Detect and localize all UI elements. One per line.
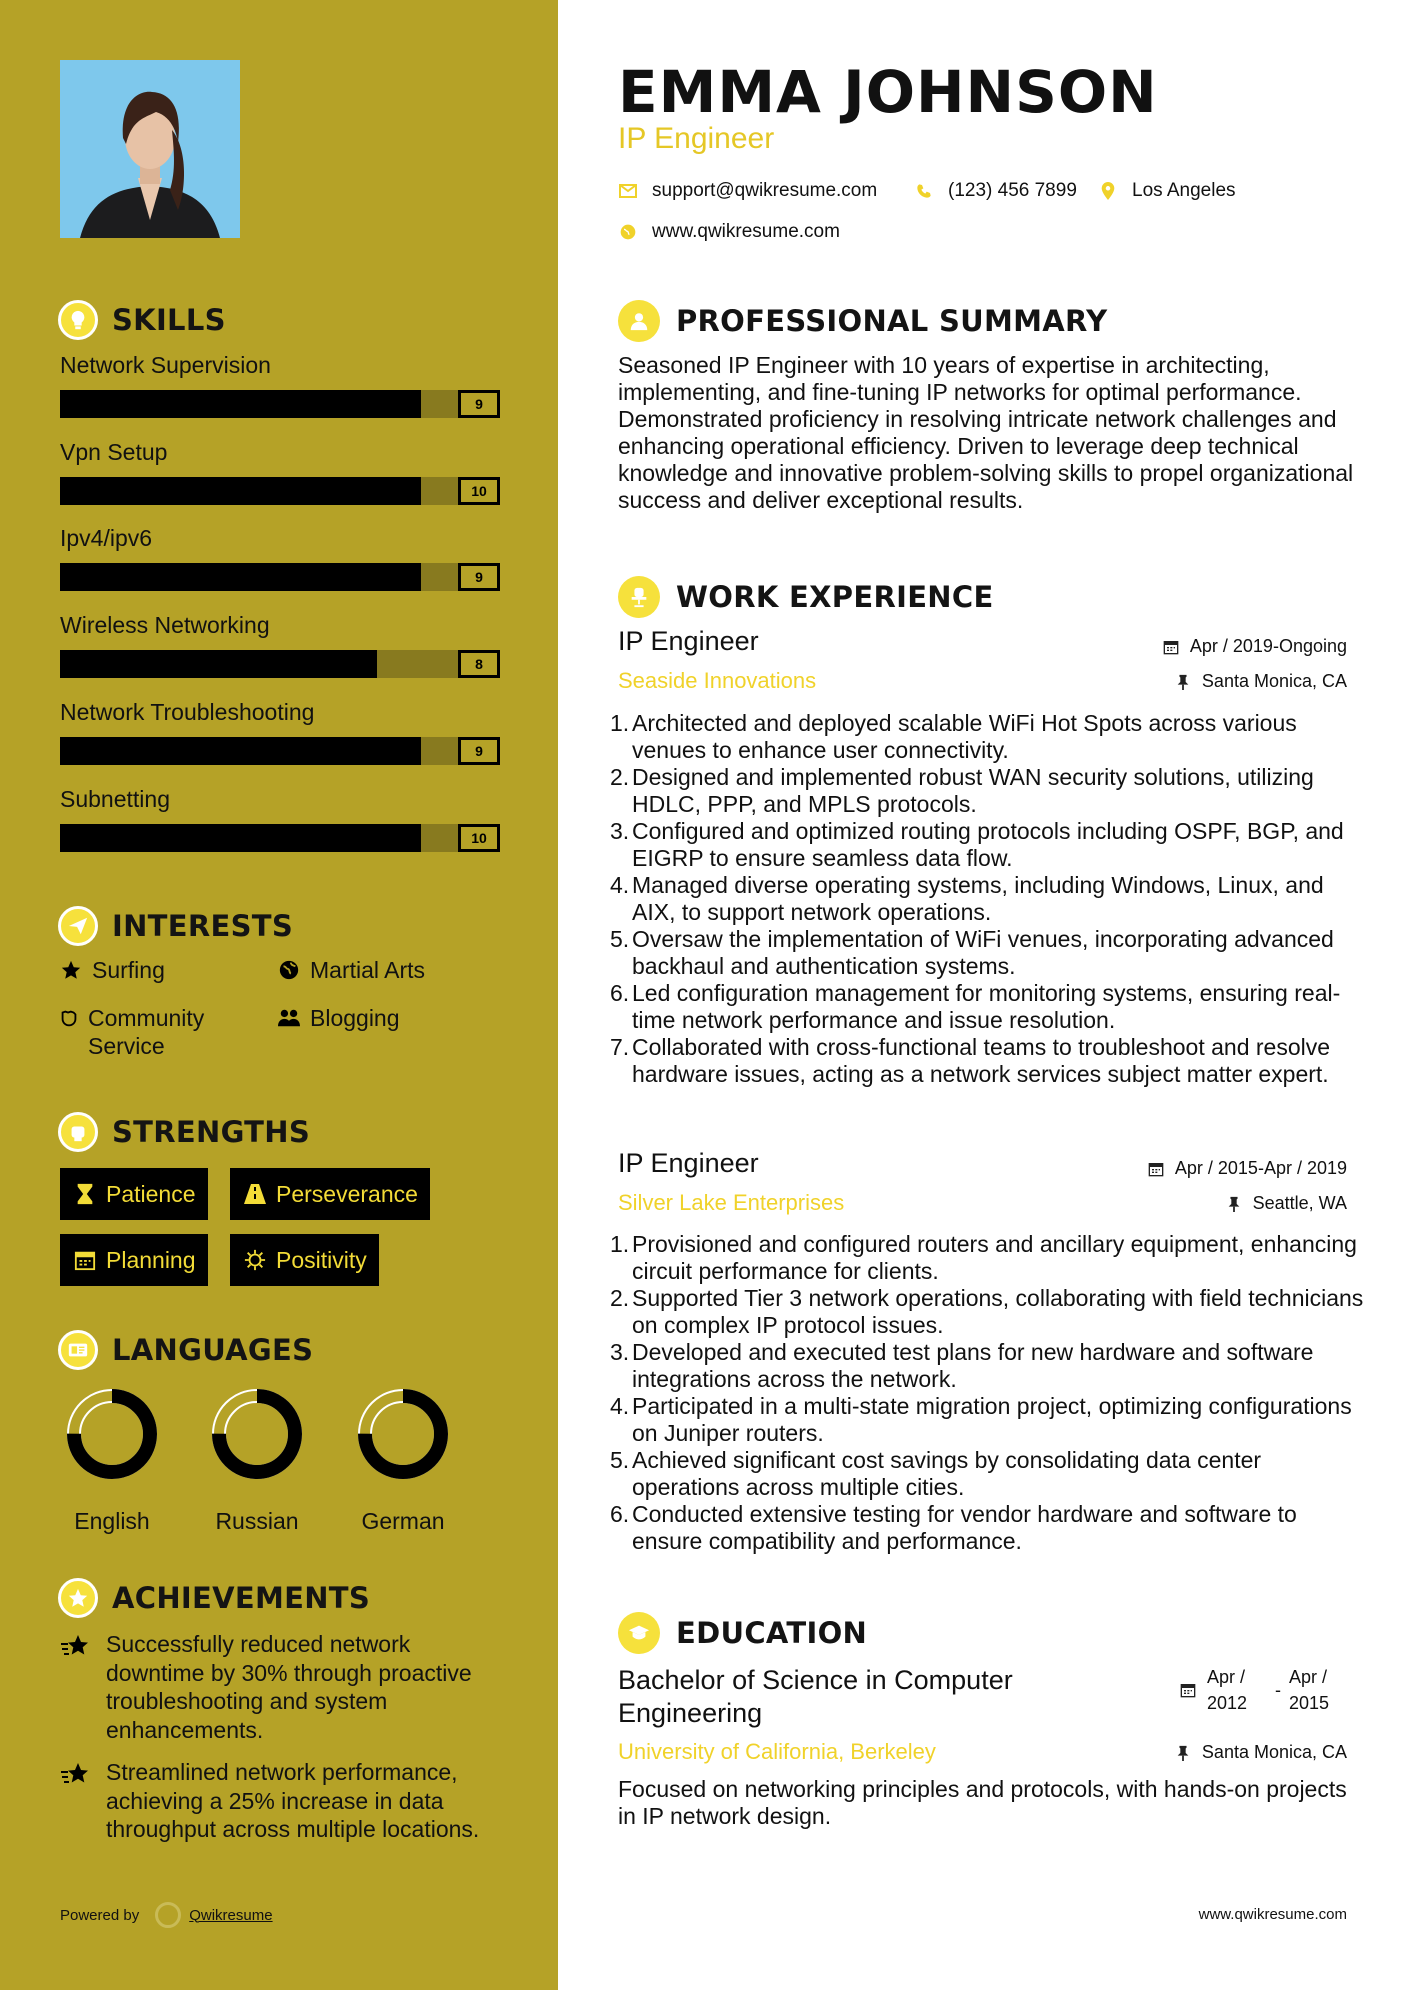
bullet-text: Managed diverse operating systems, including Windows, Linux, and AIX, to support network operations. bbox=[632, 872, 1324, 925]
job-dates bbox=[1147, 1158, 1347, 1179]
footer-website[interactable]: www.qwikresume.com bbox=[1198, 1906, 1347, 1923]
strength-badge bbox=[60, 1168, 208, 1220]
skill-name: Network Troubleshooting bbox=[60, 699, 315, 725]
hand-icon bbox=[58, 1004, 80, 1032]
bullet-text: Oversaw the implementation of WiFi venues, incorporating advanced backhaul and authentication systems. bbox=[632, 926, 1334, 979]
skill-item bbox=[60, 439, 500, 505]
interests-heading bbox=[58, 906, 293, 946]
pushpin-icon bbox=[1174, 673, 1192, 691]
education-end bbox=[1289, 1664, 1347, 1716]
bullet-text: Supported Tier 3 network operations, collaborating with field technicians on complex IP protocol issues. bbox=[632, 1285, 1364, 1338]
interest-item bbox=[58, 956, 165, 984]
hourglass-icon bbox=[72, 1181, 98, 1207]
list-item: 4. Managed diverse operating systems, including Windows, Linux, and AIX, to support network operations. bbox=[610, 872, 1370, 926]
skill-bar bbox=[60, 563, 500, 591]
skill-name: Subnetting bbox=[60, 786, 170, 812]
strengths-title: STRENGTHS bbox=[112, 1115, 311, 1149]
interests-title: INTERESTS bbox=[112, 909, 294, 943]
globe-icon bbox=[618, 222, 638, 242]
skill-item bbox=[60, 786, 500, 852]
start-year: 2012 bbox=[1207, 1693, 1248, 1713]
experience-heading bbox=[618, 576, 994, 618]
strengths-heading bbox=[58, 1112, 310, 1152]
language-ring bbox=[209, 1386, 305, 1482]
language-item bbox=[343, 1386, 463, 1535]
skill-fill bbox=[60, 650, 377, 678]
education-text: Focused on networking principles and protocols, with hands-on projects in IP network design. bbox=[618, 1776, 1347, 1829]
star-icon bbox=[58, 956, 84, 984]
company-name: Seaside Innovations bbox=[618, 668, 817, 693]
list-item: 3. Developed and executed test plans for new hardware and software integrations across the network. bbox=[610, 1339, 1370, 1393]
contact-location bbox=[1098, 180, 1236, 202]
list-item: 7. Collaborated with cross-functional teams to troubleshoot and resolve hardware issues, acting as a network services subject matter expert. bbox=[610, 1034, 1370, 1088]
bullet-text: Achieved significant cost savings by consolidating data center operations across multiple cities. bbox=[632, 1447, 1262, 1500]
language-ring bbox=[64, 1386, 160, 1482]
strength-label: Perseverance bbox=[276, 1180, 418, 1207]
list-item: 1. Architected and deployed scalable WiFi Hot Spots across various venues to enhance user connectivity. bbox=[610, 710, 1370, 764]
lightbulb-icon bbox=[58, 300, 98, 340]
contact-phone[interactable] bbox=[914, 180, 1077, 202]
summary-text: Seasoned IP Engineer with 10 years of expertise in architecting, implementing, and fine-tuning IP networks for optimal performance. Demonstrated proficiency in resolving intricate network challenges and enhancing operational efficiency. Driven to leverage deep technical knowledge and innovative problem-solving skills to propel organizational success and deliver exceptional results. bbox=[618, 352, 1354, 513]
pushpin-icon bbox=[1174, 1744, 1192, 1762]
achievements-title: ACHIEVEMENTS bbox=[112, 1581, 371, 1615]
bullet-text: Collaborated with cross-functional teams to troubleshoot and resolve hardware issues, acting as a network services subject matter expert. bbox=[632, 1034, 1331, 1087]
degree-line: Bachelor of Science in Computer bbox=[618, 1665, 1013, 1695]
skill-level: 10 bbox=[458, 824, 500, 852]
bullet-text: Provisioned and configured routers and ancillary equipment, enhancing circuit performance for clients. bbox=[632, 1231, 1357, 1284]
interest-label: Surfing bbox=[92, 957, 165, 983]
powered-by-label: Powered by bbox=[60, 1906, 140, 1924]
interest-item bbox=[276, 956, 425, 984]
strength-badge bbox=[60, 1234, 208, 1286]
list-item: 3. Configured and optimized routing protocols including OSPF, BGP, and EIGRP to ensure seamless data flow. bbox=[610, 818, 1370, 872]
interest-label: Martial Arts bbox=[310, 957, 426, 983]
skill-name: Network Supervision bbox=[60, 352, 271, 378]
star-badge-icon bbox=[58, 1578, 98, 1618]
education-start bbox=[1207, 1664, 1267, 1716]
skill-level: 9 bbox=[458, 563, 500, 591]
job-location bbox=[1225, 1193, 1347, 1214]
main-content bbox=[558, 0, 1407, 1990]
phone-text: (123) 456 7899 bbox=[948, 180, 1077, 201]
bullet-text: Developed and executed test plans for new hardware and software integrations across the network. bbox=[632, 1339, 1314, 1392]
calendar-icon bbox=[1147, 1160, 1165, 1178]
language-card-icon bbox=[58, 1330, 98, 1370]
start-month: Apr / bbox=[1207, 1667, 1246, 1687]
date-separator: - bbox=[1275, 1679, 1281, 1700]
company-name: Silver Lake Enterprises bbox=[618, 1190, 845, 1215]
candidate-role: IP Engineer bbox=[618, 122, 775, 155]
skill-level: 9 bbox=[458, 390, 500, 418]
skill-level: 10 bbox=[458, 477, 500, 505]
job-title: IP Engineer bbox=[618, 626, 759, 656]
skill-fill bbox=[60, 390, 421, 418]
skill-fill bbox=[60, 737, 421, 765]
language-name: English bbox=[74, 1508, 150, 1534]
road-icon bbox=[242, 1181, 268, 1207]
language-item bbox=[197, 1386, 317, 1535]
skill-bar bbox=[60, 737, 500, 765]
job-location bbox=[1174, 671, 1347, 692]
globe-icon bbox=[276, 956, 302, 984]
skills-title: SKILLS bbox=[112, 303, 226, 337]
interest-item bbox=[276, 1004, 400, 1032]
sidebar bbox=[0, 0, 558, 1990]
bullet-text: Participated in a multi-state migration project, optimizing configurations on Juniper routers. bbox=[632, 1393, 1352, 1446]
bullet-text: Led configuration management for monitoring systems, ensuring real-time network performance and issue resolution. bbox=[632, 980, 1341, 1033]
degree-line: Engineering bbox=[618, 1698, 763, 1728]
list-item: 2. Designed and implemented robust WAN security solutions, utilizing HDLC, PPP, and MPLS protocols. bbox=[610, 764, 1370, 818]
job-dates-text: Apr / 2015-Apr / 2019 bbox=[1174, 1158, 1347, 1178]
user-icon bbox=[618, 300, 660, 342]
strength-label: Planning bbox=[106, 1246, 196, 1273]
candidate-name: EMMA JOHNSON bbox=[618, 58, 1158, 126]
list-item: 4. Participated in a multi-state migration project, optimizing configurations on Juniper routers. bbox=[610, 1393, 1370, 1447]
education-title: EDUCATION bbox=[676, 1616, 868, 1650]
end-year: 2015 bbox=[1289, 1693, 1330, 1713]
achievement-text: Streamlined network performance, achieving a 25% increase in data throughput across multiple locations. bbox=[106, 1759, 480, 1842]
list-item: 5. Oversaw the implementation of WiFi venues, incorporating advanced backhaul and authentication systems. bbox=[610, 926, 1370, 980]
language-name: Russian bbox=[215, 1508, 299, 1534]
skill-name: Wireless Networking bbox=[60, 612, 270, 638]
skill-fill bbox=[60, 477, 421, 505]
education-location-text: Santa Monica, CA bbox=[1201, 1742, 1347, 1762]
language-ring bbox=[355, 1386, 451, 1482]
graduation-cap-icon bbox=[618, 1612, 660, 1654]
sun-icon bbox=[242, 1247, 268, 1273]
education-heading bbox=[618, 1612, 867, 1654]
skill-bar bbox=[60, 824, 500, 852]
strength-badge bbox=[230, 1234, 379, 1286]
phone-icon bbox=[914, 181, 934, 201]
calendar-icon bbox=[1162, 638, 1180, 656]
skill-fill bbox=[60, 563, 421, 591]
calendar-icon bbox=[72, 1247, 98, 1273]
website-text: www.qwikresume.com bbox=[652, 221, 840, 242]
strength-label: Positivity bbox=[276, 1246, 367, 1273]
experience-title: WORK EXPERIENCE bbox=[676, 580, 994, 614]
shooting-star-icon bbox=[60, 1632, 96, 1744]
bullet-text: Architected and deployed scalable WiFi Hot Spots across various venues to enhance user connectivity. bbox=[632, 710, 1297, 763]
education-location bbox=[1174, 1742, 1347, 1763]
skill-bar bbox=[60, 650, 500, 678]
strength-label: Patience bbox=[106, 1180, 196, 1207]
strength-badge bbox=[230, 1168, 430, 1220]
contact-website[interactable] bbox=[618, 221, 840, 243]
skill-item bbox=[60, 352, 500, 418]
pushpin-icon bbox=[1225, 1195, 1243, 1213]
paper-plane-icon bbox=[58, 906, 98, 946]
skill-bar bbox=[60, 477, 500, 505]
skill-name: Ipv4/ipv6 bbox=[60, 525, 153, 551]
email-text: support@qwikresume.com bbox=[652, 180, 878, 201]
interest-label: Blogging bbox=[310, 1005, 400, 1031]
job-responsibilities bbox=[610, 710, 1370, 1088]
summary-heading bbox=[618, 300, 1107, 342]
skill-item bbox=[60, 612, 500, 678]
skill-fill bbox=[60, 824, 421, 852]
achievements-heading bbox=[58, 1578, 370, 1618]
list-item: 2. Supported Tier 3 network operations, collaborating with field technicians on complex IP protocol issues. bbox=[610, 1285, 1370, 1339]
powered-by bbox=[60, 1902, 273, 1928]
job-title: IP Engineer bbox=[618, 1148, 759, 1178]
bullet-text: Conducted extensive testing for vendor hardware and software to ensure compatibility and performance. bbox=[632, 1501, 1297, 1554]
language-name: German bbox=[361, 1508, 445, 1534]
envelope-icon bbox=[618, 181, 638, 201]
end-month: Apr / bbox=[1289, 1667, 1328, 1687]
skill-item bbox=[60, 699, 500, 765]
skill-item bbox=[60, 525, 500, 591]
interest-label: Community Service bbox=[88, 1005, 205, 1059]
job-responsibilities bbox=[610, 1231, 1370, 1555]
summary-title: PROFESSIONAL SUMMARY bbox=[676, 304, 1108, 338]
shooting-star-icon bbox=[60, 1760, 96, 1844]
achievement-item bbox=[60, 1630, 510, 1744]
calendar-icon bbox=[1179, 1681, 1197, 1699]
list-item: 1. Provisioned and configured routers and ancillary equipment, enhancing circuit performance for clients. bbox=[610, 1231, 1370, 1285]
skill-level: 8 bbox=[458, 650, 500, 678]
profile-photo bbox=[60, 60, 240, 238]
contact-email[interactable] bbox=[618, 180, 877, 202]
interest-item bbox=[58, 1004, 248, 1060]
map-pin-icon bbox=[1098, 181, 1118, 201]
achievement-item bbox=[60, 1758, 510, 1844]
list-item: 6. Led configuration management for monitoring systems, ensuring real-time network performance and issue resolution. bbox=[610, 980, 1370, 1034]
languages-heading bbox=[58, 1330, 313, 1370]
qwikresume-link[interactable]: Qwikresume bbox=[189, 1906, 273, 1924]
users-icon bbox=[276, 1004, 302, 1032]
bullet-text: Designed and implemented robust WAN security solutions, utilizing HDLC, PPP, and MPLS protocols. bbox=[632, 764, 1314, 817]
bullet-text: Configured and optimized routing protocols including OSPF, BGP, and EIGRP to ensure seamless data flow. bbox=[632, 818, 1344, 871]
skills-heading bbox=[58, 300, 226, 340]
job-dates bbox=[1162, 636, 1347, 657]
education-dates bbox=[1179, 1664, 1347, 1716]
skill-bar bbox=[60, 390, 500, 418]
language-item bbox=[52, 1386, 172, 1535]
office-chair-icon bbox=[618, 576, 660, 618]
fist-icon bbox=[58, 1112, 98, 1152]
skill-level: 9 bbox=[458, 737, 500, 765]
skill-name: Vpn Setup bbox=[60, 439, 168, 465]
job-location-text: Seattle, WA bbox=[1252, 1193, 1347, 1213]
list-item: 6. Conducted extensive testing for vendor hardware and software to ensure compatibility and performance. bbox=[610, 1501, 1370, 1555]
degree-title bbox=[618, 1664, 1118, 1730]
list-item: 5. Achieved significant cost savings by consolidating data center operations across multiple cities. bbox=[610, 1447, 1370, 1501]
qwikresume-logo-icon bbox=[155, 1902, 181, 1928]
job-dates-text: Apr / 2019-Ongoing bbox=[1189, 636, 1347, 656]
job-location-text: Santa Monica, CA bbox=[1201, 671, 1347, 691]
location-text: Los Angeles bbox=[1132, 180, 1236, 201]
achievement-text: Successfully reduced network downtime by 30% through proactive troubleshooting and system enhancements. bbox=[106, 1631, 472, 1743]
school-name: University of California, Berkeley bbox=[618, 1739, 936, 1764]
languages-title: LANGUAGES bbox=[112, 1333, 314, 1367]
